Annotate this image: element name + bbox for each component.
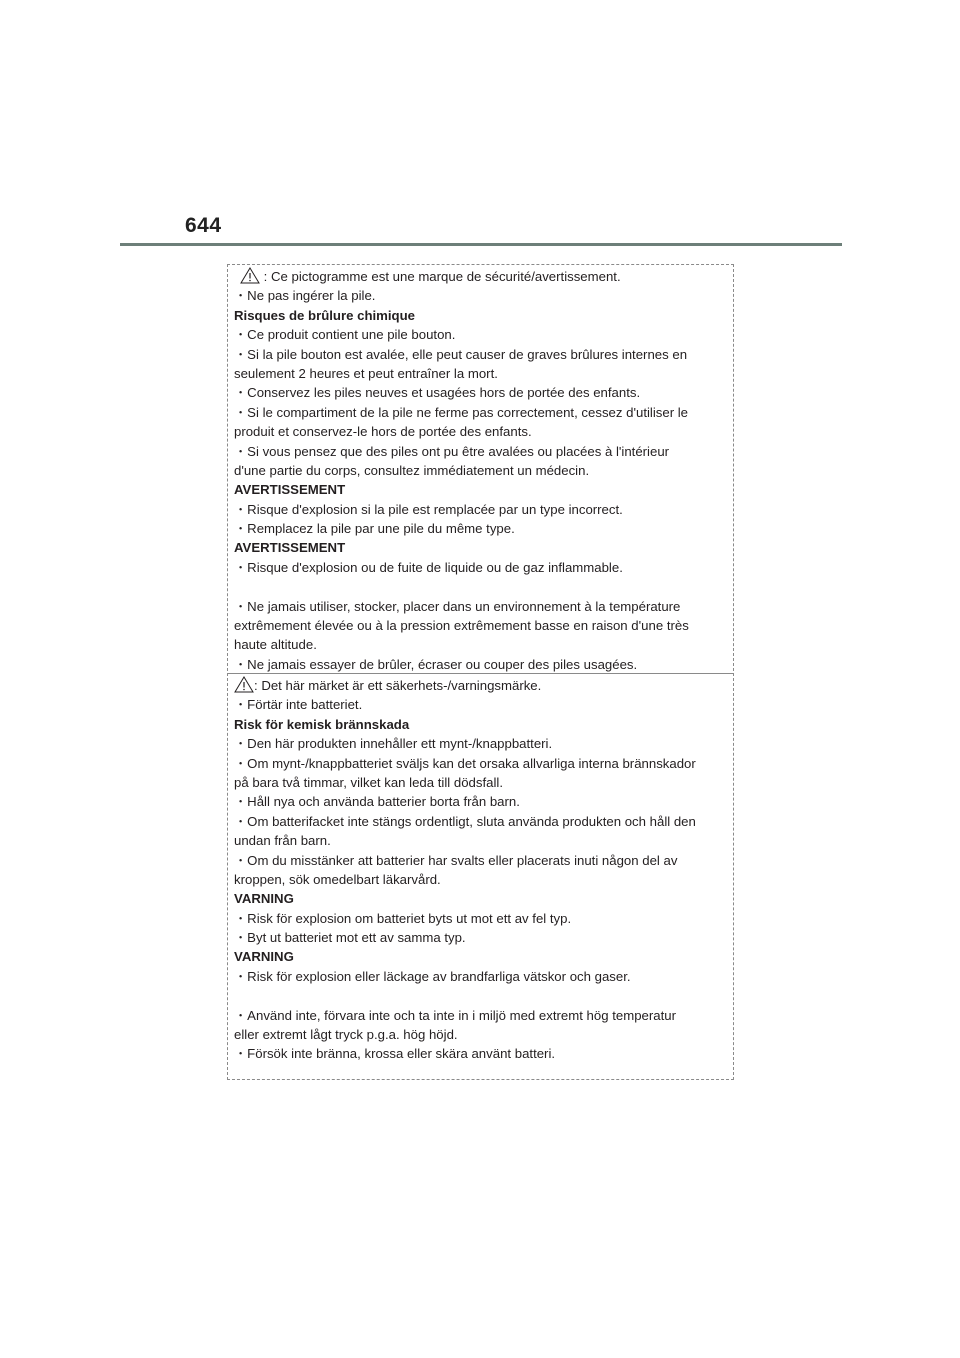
fr-text-line [234, 655, 730, 674]
sv-text: eller extremt lågt tryck p.g.a. hög höjd. [234, 1027, 458, 1043]
fr-text-line [234, 558, 730, 577]
sv-text: Risk för kemisk brännskada [234, 716, 410, 732]
fr-text-line [234, 461, 730, 480]
fr-text: ・Ne pas ingérer la pile. [234, 288, 376, 304]
sv-text: ・Risk för explosion om batteriet byts ut mot ett av fel typ. [234, 910, 572, 926]
fr-text: d'une partie du corps, consultez immédiatement un médecin. [234, 462, 590, 478]
sv-text: VARNING [234, 949, 294, 965]
sv-text-line [234, 967, 730, 986]
fr-text: seulement 2 heures et peut entraîner la mort. [234, 365, 498, 381]
fr-text-line [234, 345, 730, 364]
sv-spacer [234, 986, 730, 1005]
sv-text: VARNING [234, 891, 294, 907]
sv-text-line [234, 1044, 730, 1063]
fr-heading [234, 538, 730, 557]
sv-text: ・Om mynt-/knappbatteriet sväljs kan det orsaka allvarliga interna brännskador [234, 755, 696, 771]
sv-text: på bara två timmar, vilket kan leda till dödsfall. [234, 774, 504, 790]
sv-text: ・Den här produkten innehåller ett mynt-/knappbatteri. [234, 736, 553, 752]
french-notice [234, 267, 730, 674]
sv-text: ・Om batterifacket inte stängs ordentligt, sluta använda produkten och håll den [234, 813, 696, 829]
fr-text-line [234, 364, 730, 383]
fr-text: Risques de brûlure chimique [234, 307, 415, 323]
sv-text-line [234, 695, 730, 714]
fr-text: ・Conservez les piles neuves et usagées hors de portée des enfants. [234, 385, 641, 401]
fr-text: extrêmement élevée ou à la pression extrêmement basse en raison d'une très [234, 618, 689, 634]
fr-text-line [234, 383, 730, 402]
sv-text-line [234, 773, 730, 792]
fr-text: AVERTISSEMENT [234, 540, 346, 556]
fr-text-line [234, 267, 730, 286]
warning-triangle-icon [234, 676, 254, 693]
fr-text: ・Si la pile bouton est avalée, elle peut causer de graves brûlures internes en [234, 346, 688, 362]
sv-text: undan från barn. [234, 833, 331, 849]
sv-text-line [234, 792, 730, 811]
fr-text: ・Ce produit contient une pile bouton. [234, 327, 456, 343]
fr-text: AVERTISSEMENT [234, 482, 346, 498]
sv-text-line [234, 676, 730, 695]
fr-text-line [234, 325, 730, 344]
fr-text: : Ce pictogramme est une marque de sécurité/avertissement. [260, 269, 621, 284]
fr-heading [234, 480, 730, 499]
fr-text-line [234, 500, 730, 519]
fr-text: ・Si vous pensez que des piles ont pu être avalées ou placées à l'intérieur [234, 443, 670, 459]
sv-text-line [234, 831, 730, 850]
sv-text-line [234, 812, 730, 831]
fr-text-line [234, 597, 730, 616]
sv-text: ・Risk för explosion eller läckage av brandfarliga vätskor och gaser. [234, 968, 631, 984]
sv-text: ・Om du misstänker att batterier har svalts eller placerats inuti någon del av [234, 852, 678, 868]
sv-text: ・Förtär inte batteriet. [234, 697, 363, 713]
sv-text: : Det här märket är ett säkerhets-/varningsmärke. [254, 678, 542, 693]
sv-text-line [234, 851, 730, 870]
page-number: 644 [185, 214, 222, 237]
fr-text-line [234, 286, 730, 305]
sv-text: ・Försök inte bränna, krossa eller skära använt batteri. [234, 1046, 556, 1062]
fr-spacer [234, 577, 730, 596]
sv-text: kroppen, sök omedelbart läkarvård. [234, 871, 441, 887]
sv-text: ・Håll nya och använda batterier borta från barn. [234, 794, 520, 810]
sv-heading [234, 715, 730, 734]
fr-text: ・Si le compartiment de la pile ne ferme pas correctement, cessez d'utiliser le [234, 404, 689, 420]
fr-text-line [234, 519, 730, 538]
fr-text-line [234, 616, 730, 635]
sv-text-line [234, 870, 730, 889]
sv-text-line [234, 1025, 730, 1044]
sv-text-line [234, 1006, 730, 1025]
sv-text-line [234, 734, 730, 753]
fr-text: ・Remplacez la pile par une pile du même type. [234, 521, 515, 537]
fr-text-line [234, 422, 730, 441]
sv-text-line [234, 928, 730, 947]
fr-heading [234, 306, 730, 325]
sv-text-line [234, 754, 730, 773]
fr-text-line [234, 442, 730, 461]
header-rule [120, 243, 842, 246]
sv-heading [234, 889, 730, 908]
fr-text: ・Risque d'explosion si la pile est remplacée par un type incorrect. [234, 501, 623, 517]
sv-text-line [234, 909, 730, 928]
fr-text: ・Risque d'explosion ou de fuite de liquide ou de gaz inflammable. [234, 559, 623, 575]
fr-text: produit et conservez-le hors de portée des enfants. [234, 424, 532, 440]
sv-text: ・Använd inte, förvara inte och ta inte in i miljö med extremt hög temperatur [234, 1007, 676, 1023]
fr-text-line [234, 403, 730, 422]
sv-heading [234, 947, 730, 966]
fr-text: haute altitude. [234, 637, 317, 653]
fr-text-line [234, 635, 730, 654]
fr-text: ・Ne jamais essayer de brûler, écraser ou couper des piles usagées. [234, 656, 638, 672]
sv-text: ・Byt ut batteriet mot ett av samma typ. [234, 930, 466, 946]
warning-triangle-icon [240, 267, 260, 284]
swedish-notice [234, 676, 730, 1064]
fr-text: ・Ne jamais utiliser, stocker, placer dans un environnement à la température [234, 598, 681, 614]
